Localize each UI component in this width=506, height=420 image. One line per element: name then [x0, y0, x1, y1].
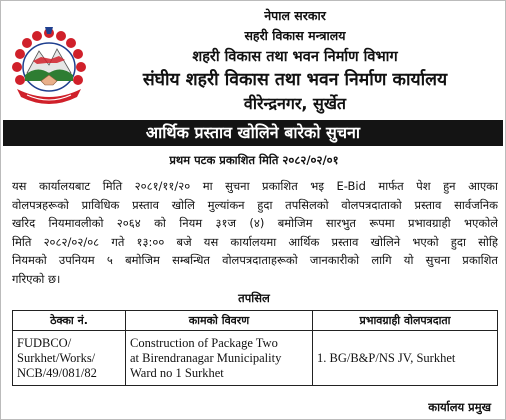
schedule-table — [12, 310, 498, 386]
table-row — [13, 331, 498, 386]
body-line: खरिद नियमावलीको २०६४ को नियम ३१ज (४) बमोजिम सारभुत रूपमा प्रभावग्राही भएकोले — [12, 216, 498, 230]
body-line: वोलपत्रहरूको प्राविधिक प्रस्ताव खोलि मुल्यांकन हुदा तपसिलको वोलपत्रदाताको प्रस्ताव सार्वजनिक — [12, 197, 498, 212]
header-contract-no: ठेक्का नं. — [13, 311, 126, 331]
schedule-title: तपसिल — [238, 291, 270, 305]
cell-bidder: 1. BG/B&P/NS JV, Surkhet — [313, 331, 498, 386]
body-line: गरिएको छ। — [12, 271, 61, 286]
header-office: संघीय शहरी विकास तथा भवन निर्माण कार्यालय — [142, 70, 448, 90]
header-location: वीरेन्द्रनगर, सुर्खेत — [243, 94, 347, 113]
signatory: कार्यालय प्रमुख — [428, 400, 491, 414]
body-line: यस कार्यालयबाट मिति २०८१/११/२० मा सुचना प्रकाशित भइ E-Bid मार्फत पेश हुन आएका — [12, 179, 498, 193]
notice-title-banner: आर्थिक प्रस्ताव खोलिने बारेको सुचना — [3, 120, 503, 146]
notice-body — [12, 177, 498, 288]
header-department: शहरी विकास तथा भवन निर्माण विभाग — [192, 49, 398, 65]
body-line: नियमको उपनियम ५ बमोजिम सम्बन्धित वोलपत्रदाताहरूको जानकारीको लागि यो सुचना प्रकाशित — [12, 253, 498, 267]
header-government: नेपाल सरकार — [264, 8, 326, 23]
header-description: कामको विवरण — [126, 311, 313, 331]
header-ministry: सहरी विकास मन्त्रालय — [244, 28, 346, 43]
body-line: मिति २०८२/०२/०८ गते १३:०० बजे यस कार्यालयमा आर्थिक प्रस्ताव खोलिने भएको हुदा सोहि — [12, 234, 498, 249]
header-bidder: प्रभावग्राही वोलपत्रदाता — [313, 311, 498, 331]
publish-date: प्रथम पटक प्रकाशित मिति २०८२/०२/०१ — [169, 153, 339, 167]
cell-contract-no: FUDBCO/ Surkhet/Works/ NCB/49/081/82 — [13, 331, 126, 386]
table-header-row — [13, 311, 498, 331]
nepal-government-emblem-icon — [7, 25, 91, 109]
cell-description: Construction of Package Two at Birendranagar Municipality Ward no 1 Surkhet — [126, 331, 313, 386]
